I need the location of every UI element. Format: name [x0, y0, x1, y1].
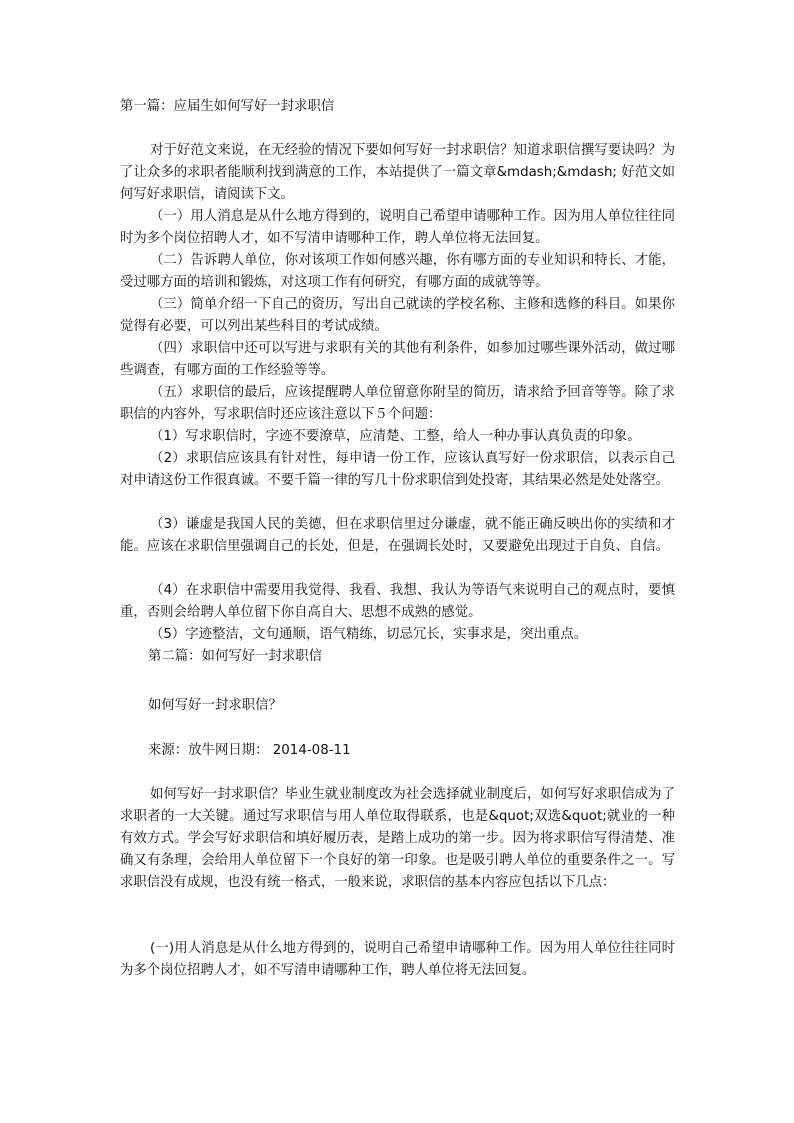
article-1-point-5: （五）求职信的最后，应该提醒聘人单位留意你附呈的简历，请求给予回音等等。除了求职信的内容外，写求职信时还应该注意以下５个问题：: [120, 385, 675, 422]
article-1-title: 第一篇：应届生如何写好一封求职信: [120, 99, 335, 114]
article-1-note-2: （2）求职信应该具有针对性，每申请一份工作，应该认真写好一份求职信，以表示自己对申请这份工作很真诚。不要千篇一律的写几十份求职信到处投寄，其结果必然是处处落空。: [120, 451, 675, 488]
article-1-point-4: （四）求职信中还可以写进与求职有关的其他有利条件，如参加过哪些课外活动，做过哪些调查，有哪方面的工作经验等等。: [120, 341, 675, 378]
article-1-note-3: （3）谦虚是我国人民的美德，但在求职信里过分谦虚，就不能正确反映出你的实绩和才能。应该在求职信里强调自己的长处，但是，在强调长处时，又要避免出现过于自负、自信。: [120, 517, 675, 554]
article-1-note-5: （5）字迹整洁，文句通顺，语气精练，切忌冗长，实事求是，突出重点。: [150, 627, 588, 642]
article-1-point-1: （一）用人消息是从什么地方得到的，说明自己希望申请哪种工作。因为用人单位往往同时为多个岗位招聘人才，如不写清申请哪种工作，聘人单位将无法回复。: [120, 209, 675, 246]
article-1-note-1: （1）写求职信时，字迹不要潦草，应清楚、工整，给人一种办事认真负责的印象。: [150, 429, 641, 444]
article-1-point-2: （二）告诉聘人单位，你对该项工作如何感兴趣，你有哪方面的专业知识和特长、才能，受过哪方面的培训和锻炼，对这项工作有何研究，有哪方面的成就等等。: [120, 253, 675, 290]
article-1-point-3: （三）简单介绍一下自己的资历，写出自己就读的学校名称、主修和选修的科目。如果你觉得有必要，可以列出某些科目的考试成绩。: [120, 297, 675, 334]
article-1-note-4: （4）在求职信中需要用我觉得、我看、我想、我认为等语气来说明自己的观点时，要慎重，否则会给聘人单位留下你自高自大、思想不成熟的感觉。: [120, 583, 675, 620]
article-2-title: 第二篇：如何写好一封求职信: [148, 649, 323, 664]
article-2-body: 如何写好一封求职信？毕业生就业制度改为社会选择就业制度后，如何写好求职信成为了求职者的一大关键。通过写求职信与用人单位取得联系，也是&quot;双选&quot;就业的一种有效方式。学会写好求职信和填好履历表，是踏上成功的第一步。因为将求职信写得清楚、准确又有条理，会给用人单位留下一个良好的第一印象。也是吸引聘人单位的重要条件之一。写求职信没有成规，也没有统一格式，一般来说，求职信的基本内容应包括以下几点：: [120, 787, 675, 890]
article-1-intro: 对于好范文来说，在无经验的情况下要如何写好一封求职信？知道求职信撰写要诀吗？为了让众多的求职者能顺利找到满意的工作，本站提供了一篇文章&mdash;&mdash; 好范文如何写好求职信，请阅读下文。: [120, 143, 675, 202]
article-2-source: 来源：放牛网日期： 2014-08-11: [148, 743, 351, 758]
article-2-point-1: (一)用人消息是从什么地方得到的，说明自己希望申请哪种工作。因为用人单位往往同时为多个岗位招聘人才，如不写清申请哪种工作，聘人单位将无法回复。: [120, 941, 675, 978]
article-2-question: 如何写好一封求职信？: [148, 698, 282, 713]
